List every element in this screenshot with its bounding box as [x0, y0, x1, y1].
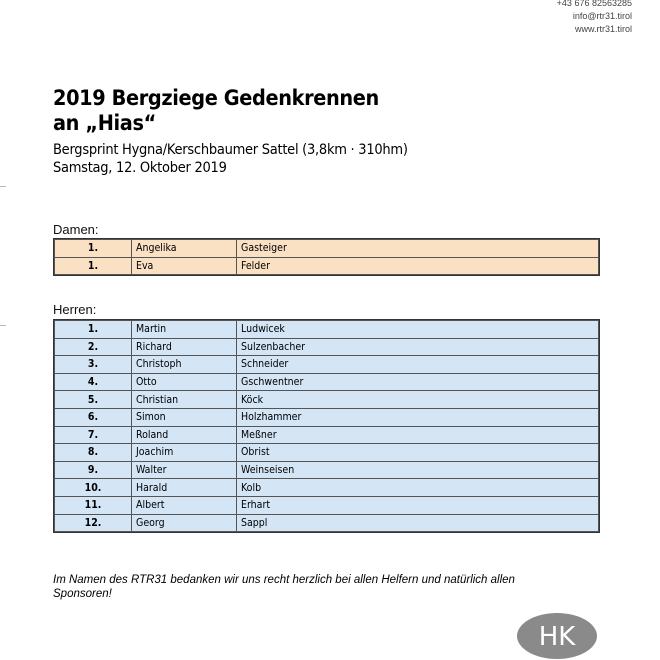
- herren-last-cell: Kolb: [237, 479, 599, 497]
- damen-first-cell: Eva: [132, 257, 237, 275]
- herren-row: [55, 373, 599, 391]
- damen-rank-cell: 1.: [55, 257, 132, 275]
- herren-row: [55, 338, 599, 356]
- herren-rank-cell: 6.: [55, 408, 132, 426]
- herren-last-cell: Holzhammer: [237, 408, 599, 426]
- damen-rank-cell: 1.: [55, 240, 132, 258]
- herren-rank-cell: 8.: [55, 444, 132, 462]
- thanks-note: Im Namen des RTR31 bedanken wir uns recht herzlich bei allen Helfern und natürlich allen Sponsoren!: [53, 574, 515, 600]
- damen-table: [54, 239, 599, 275]
- herren-first-cell: Harald: [132, 479, 237, 497]
- herren-last-cell: Sappl: [237, 514, 599, 532]
- damen-row: [55, 257, 599, 275]
- herren-row: [55, 514, 599, 532]
- herren-table: [54, 320, 599, 532]
- herren-row: [55, 479, 599, 497]
- contact-web[interactable]: www.rtr31.tirol: [574, 24, 632, 34]
- herren-rank-cell: 7.: [55, 426, 132, 444]
- title-line-1: 2019 Bergziege Gedenkrennen: [53, 86, 379, 110]
- herren-row: [55, 408, 599, 426]
- damen-row: [55, 240, 599, 258]
- herren-last-cell: Gschwentner: [237, 373, 599, 391]
- herren-rank-cell: 10.: [55, 479, 132, 497]
- page-subtitle: [53, 141, 408, 177]
- damen-first-cell: Angelika: [132, 240, 237, 258]
- herren-last-cell: Erhart: [237, 496, 599, 514]
- herren-first-cell: Otto: [132, 373, 237, 391]
- herren-first-cell: Joachim: [132, 444, 237, 462]
- title-line-2: an „Hias“: [53, 111, 156, 135]
- herren-first-cell: Georg: [132, 514, 237, 532]
- herren-row: [55, 426, 599, 444]
- herren-rank-cell: 5.: [55, 391, 132, 409]
- herren-row: [55, 496, 599, 514]
- herren-last-cell: Schneider: [237, 356, 599, 374]
- herren-first-cell: Richard: [132, 338, 237, 356]
- subtitle-line-2: Samstag, 12. Oktober 2019: [53, 160, 227, 176]
- damen-last-cell: Felder: [237, 257, 599, 275]
- herren-last-cell: Ludwicek: [237, 321, 599, 339]
- herren-last-cell: Sulzenbacher: [237, 338, 599, 356]
- hk-logo: [516, 612, 598, 660]
- herren-first-cell: Christoph: [132, 356, 237, 374]
- herren-row: [55, 461, 599, 479]
- contact-phone: +43 676 82563285: [556, 0, 632, 8]
- punch-mark: [0, 325, 6, 326]
- herren-label: Herren:: [53, 302, 97, 317]
- herren-first-cell: Simon: [132, 408, 237, 426]
- herren-last-cell: Weinseisen: [237, 461, 599, 479]
- herren-rank-cell: 4.: [55, 373, 132, 391]
- herren-rank-cell: 2.: [55, 338, 132, 356]
- herren-last-cell: Obrist: [237, 444, 599, 462]
- herren-row: [55, 444, 599, 462]
- herren-first-cell: Roland: [132, 426, 237, 444]
- subtitle-line-1: Bergsprint Hygna/Kerschbaumer Sattel (3,8km · 310hm): [53, 142, 408, 158]
- logo-text: HK: [538, 622, 576, 652]
- herren-rank-cell: 12.: [55, 514, 132, 532]
- herren-row: [55, 321, 599, 339]
- herren-first-cell: Walter: [132, 461, 237, 479]
- herren-first-cell: Albert: [132, 496, 237, 514]
- herren-first-cell: Christian: [132, 391, 237, 409]
- herren-rank-cell: 9.: [55, 461, 132, 479]
- herren-last-cell: Köck: [237, 391, 599, 409]
- herren-row: [55, 391, 599, 409]
- contact-email[interactable]: info@rtr31.tirol: [572, 11, 632, 21]
- herren-last-cell: Meßner: [237, 426, 599, 444]
- herren-rank-cell: 11.: [55, 496, 132, 514]
- herren-rank-cell: 3.: [55, 356, 132, 374]
- contact-block: [557, 0, 632, 36]
- herren-rank-cell: 1.: [55, 321, 132, 339]
- herren-row: [55, 356, 599, 374]
- page-title: [53, 86, 379, 136]
- damen-label: Damen:: [53, 222, 99, 237]
- fold-mark: [0, 186, 6, 187]
- herren-first-cell: Martin: [132, 321, 237, 339]
- damen-last-cell: Gasteiger: [237, 240, 599, 258]
